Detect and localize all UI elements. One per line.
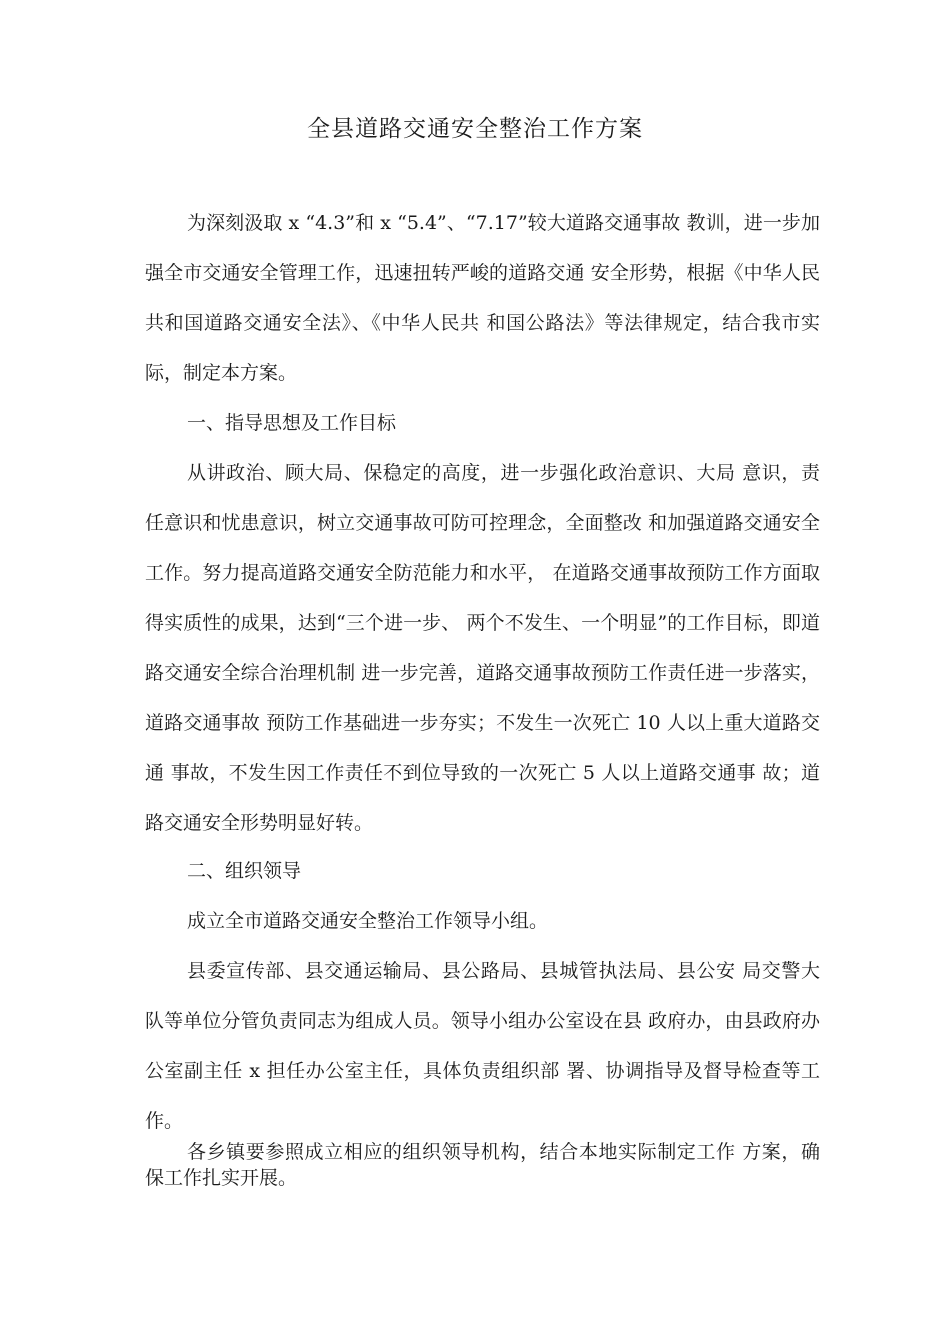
paragraph-members: 县委宣传部、县交通运输局、县公路局、县城管执法局、县公安 局交警大队等单位分管负责同志为组成人员。领导小组办公室设在县 政府办，由县政府办公室副主任 x 担任办公室主任，具体负责组织部 署、协调指导及督导检查等工作。 [145,960,820,1132]
heading-guiding-ideology: 一、指导思想及工作目标 [187,412,397,434]
document-title: 全县道路交通安全整治工作方案 [307,116,643,142]
paragraph-guiding-ideology: 从讲政治、顾大局、保稳定的高度，进一步强化政治意识、大局 意识，责任意识和忧患意识，树立交通事故可防可控理念，全面整改 和加强道路交通安全工作。努力提高道路交通安全防范能力和水平， 在道路交通事故预防工作方面取得实质性的成果，达到“三个进一步、 两个不发生、一个明显”的工作目标，即道路交通安全综合治理机制 进一步完善，道路交通事故预防工作责任进一步落实，道路交通事故 预防工作基础进一步夯实；不发生一次死亡 10 人以上重大道路交通 事故，不发生因工作责任不到位导致的一次死亡 5 人以上道路交通事 故；道路交通安全形势明显好转。 [145,462,820,834]
paragraph-intro: 为深刻汲取 x “4.3”和 x “5.4”、“7.17”较大道路交通事故 教训，进一步加强全市交通安全管理工作，迅速扭转严峻的道路交通 安全形势，根据《中华人民共和国道路交通安全法》、《中华人民共 和国公路法》等法律规定，结合我市实际，制定本方案。 [145,212,820,384]
paragraph-townships: 各乡镇要参照成立相应的组织领导机构，结合本地实际制定工作 方案，确保工作扎实开展。 [145,1141,820,1189]
heading-organization: 二、组织领导 [187,860,302,882]
paragraph-leading-group: 成立全市道路交通安全整治工作领导小组。 [187,910,549,932]
